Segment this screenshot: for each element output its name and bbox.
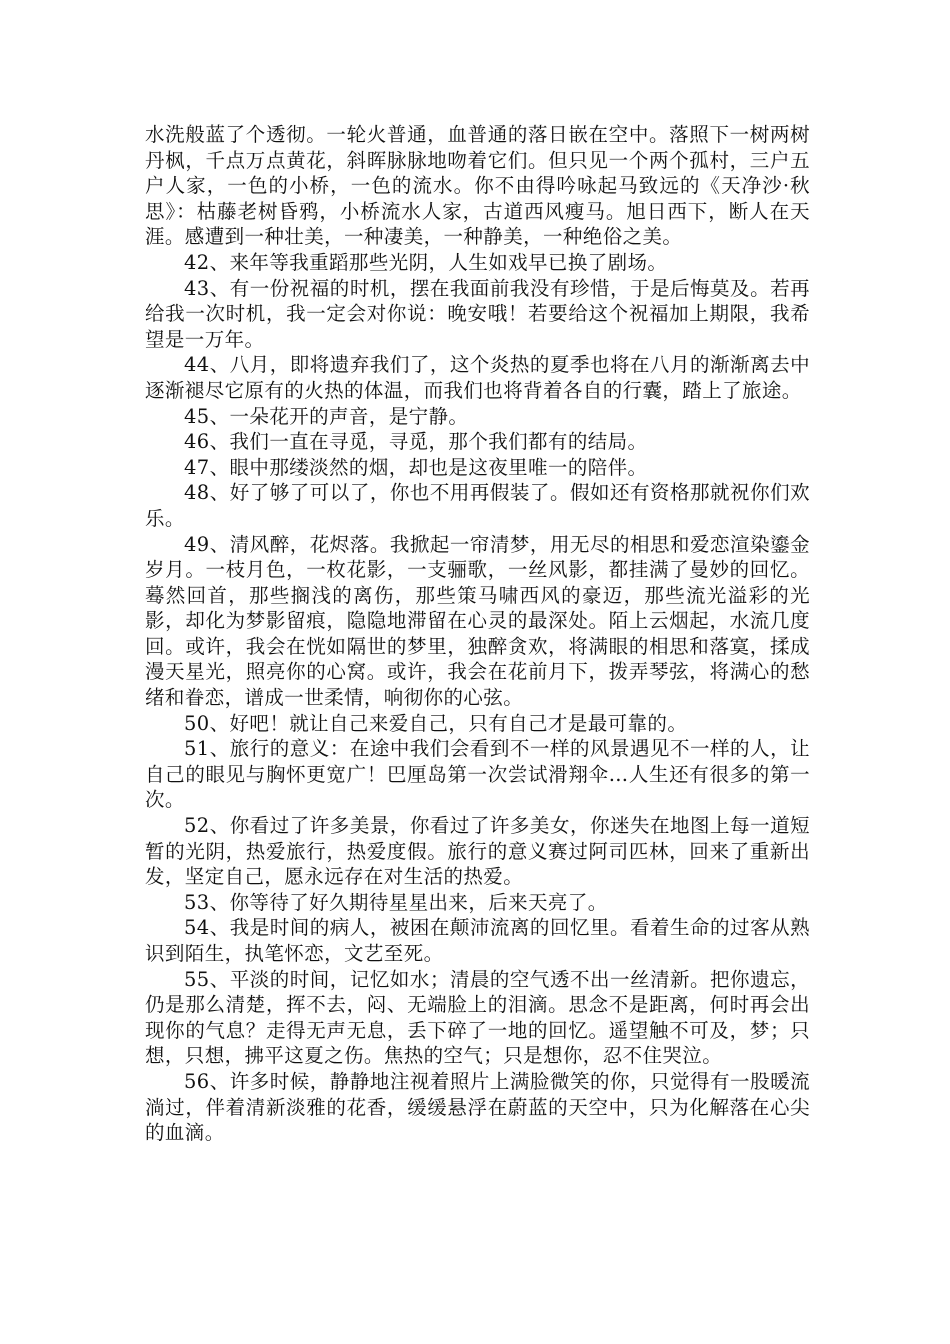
paragraph-56: 56、许多时候，静静地注视着照片上满脸微笑的你，只觉得有一股暖流淌过，伴着清新淡雅的花香，缓缓悬浮在蔚蓝的天空中，只为化解落在心尖的血滴。 — [145, 1069, 810, 1145]
paragraph-45: 45、一朵花开的声音，是宁静。 — [184, 404, 469, 428]
paragraph-53: 53、你等待了好久期待星星出来，后来天亮了。 — [184, 890, 608, 914]
paragraph-46: 46、我们一直在寻觅，寻觅，那个我们都有的结局。 — [184, 430, 648, 454]
paragraph-54: 54、我是时间的病人，被困在颠沛流离的回忆里。看着生命的过客从熟识到陌生，执笔怀恋，文艺至死。 — [145, 916, 810, 965]
paragraph-52: 52、你看过了许多美景，你看过了许多美女，你迷失在地图上每一道短暂的光阴，热爱旅行，热爱度假。旅行的意义赛过阿司匹林，回来了重新出发，坚定自己，愿永远存在对生活的热爱。 — [145, 814, 810, 889]
paragraph-50: 50、好吧！就让自己来爱自己，只有自己才是最可靠的。 — [184, 711, 688, 735]
paragraph-49: 49、清风醉，花烬落。我掀起一帘清梦，用无尽的相思和爱恋渲染鎏金岁月。一枝月色，一枚花影，一支骊歌，一丝风影，都挂满了曼妙的回忆。蓦然回首，那些搁浅的离伤，那些策马啸西风的豪迈，那些流光溢彩的光影，却化为梦影留痕，隐隐地滞留在心灵的最深处。陌上云烟起，水流几度回。或许，我会在恍如隔世的梦里，独醉贪欢，将满眼的相思和落寞，揉成漫天星光，照亮你的心窝。或许，我会在花前月下，拨弄琴弦，将满心的愁绪和眷恋，谱成一世柔情，响彻你的心弦。 — [145, 532, 810, 710]
paragraph-47: 47、眼中那缕淡然的烟，却也是这夜里唯一的陪伴。 — [184, 455, 648, 479]
document-body — [145, 122, 810, 1146]
paragraph-continuation: 水洗般蓝了个透彻。一轮火普通，血普通的落日嵌在空中。落照下一树两树丹枫，千点万点黄花，斜晖脉脉地吻着它们。但只见一个两个孤村，三户五户人家，一色的小桥，一色的流水。你不由得吟咏起马致远的《天净沙·秋思》：枯藤老树昏鸦，小桥流水人家，古道西风瘦马。旭日西下，断人在天涯。感遭到一种壮美，一种凄美，一种静美，一种绝俗之美。 — [145, 123, 810, 249]
paragraph-48: 48、好了够了可以了，你也不用再假装了。假如还有资格那就祝你们欢乐。 — [145, 481, 810, 530]
paragraph-55: 55、平淡的时间，记忆如水；清晨的空气透不出一丝清新。把你遗忘，仍是那么清楚，挥不去，闷、无端脸上的泪滴。思念不是距离，何时再会出现你的气息？走得无声无息，丢下碎了一地的回忆。遥望触不可及，梦；只想，只想，拂平这夏之伤。焦热的空气；只是想你，忍不住哭泣。 — [145, 967, 810, 1068]
paragraph-44: 44、八月，即将遗弃我们了，这个炎热的夏季也将在八月的渐渐离去中逐渐褪尽它原有的火热的体温，而我们也将背着各自的行囊，踏上了旅途。 — [145, 353, 810, 402]
paragraph-42: 42、来年等我重蹈那些光阴，人生如戏早已换了剧场。 — [184, 250, 668, 274]
paragraph-43: 43、有一份祝福的时机，摆在我面前我没有珍惜，于是后悔莫及。若再给我一次时机，我一定会对你说：晚安哦！若要给这个祝福加上期限，我希望是一万年。 — [145, 276, 810, 351]
paragraph-51: 51、旅行的意义：在途中我们会看到不一样的风景遇见不一样的人，让自己的眼见与胸怀更宽广！巴厘岛第一次尝试滑翔伞…人生还有很多的第一次。 — [145, 737, 810, 812]
